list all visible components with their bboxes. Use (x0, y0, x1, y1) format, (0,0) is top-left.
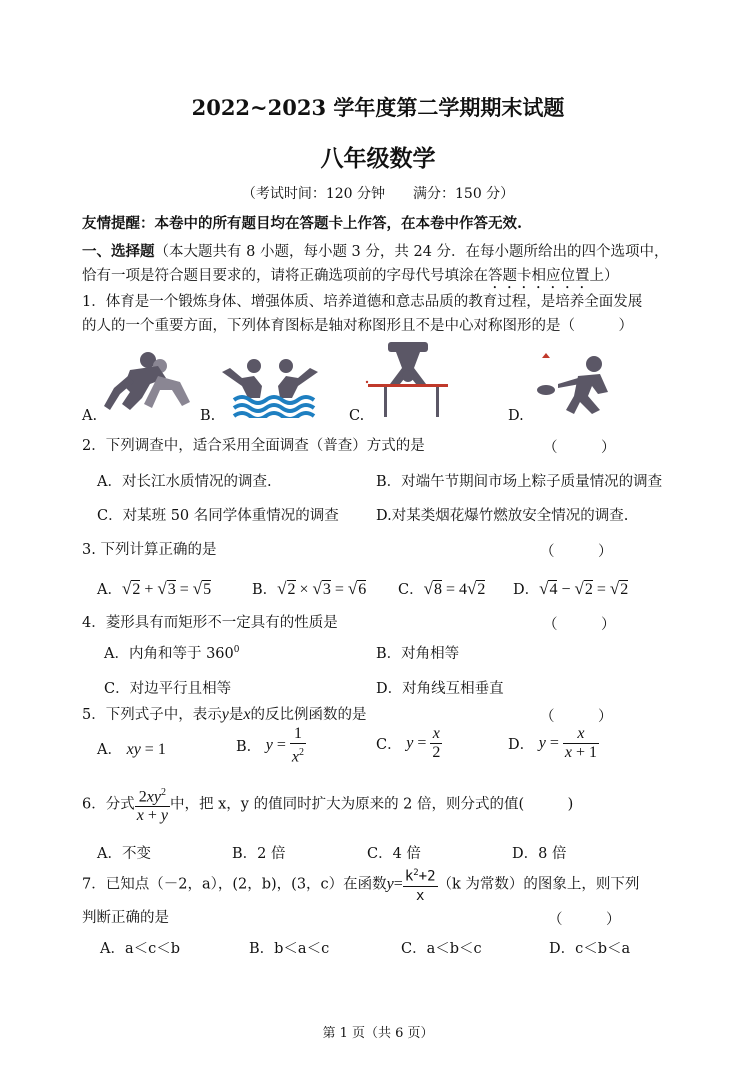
q7-line2: 判断正确的是 (82, 910, 169, 926)
q5-label-b: B． (236, 739, 262, 756)
q6-option-c: C．4 倍 (367, 846, 421, 862)
exam-title: 2022~2023 学年度第二学期期末试题 (191, 95, 565, 120)
q5-label-c: C． (376, 737, 402, 753)
q3-label-b: B． (252, 582, 278, 598)
q5-stem-mid: 是 (228, 707, 244, 723)
q7-stem-post: （k 为常数）的图象上，则下列 (437, 876, 640, 893)
q5-option-c: C． y = $\frac{x}{2}$ (376, 725, 441, 761)
section-heading-line (82, 242, 669, 262)
q2-stem: 2．下列调查中，适合采用全面调查（普查）方式的是 (82, 438, 425, 454)
q1-line1: 1．体育是一个锻炼身体、增强体质、培养道德和意志品质的教育过程，是培养全面发展 (82, 294, 643, 310)
q3-paren: （ ） (540, 544, 613, 560)
q3-option-b: B．√2 × √3 = √6 (252, 579, 367, 598)
q3-label-a: A． (97, 582, 122, 598)
q4-option-a-sup: 0 (233, 645, 240, 656)
q1-label-d: D. (508, 408, 524, 424)
q2-option-b: B．对端午节期间市场上粽子质量情况的调查 (376, 474, 663, 490)
badminton-icon (528, 352, 623, 418)
q3-option-d: D．√4 − √2 = √2 (513, 579, 629, 598)
q6-option-d: D．8 倍 (512, 846, 567, 862)
q6-option-a: A．不变 (97, 846, 151, 862)
q4-option-c: C．对边平行且相等 (104, 681, 232, 697)
q2-option-c: C．对某班 50 名同学体重情况的调查 (97, 508, 339, 524)
q5-stem-pre: 5．下列式子中，表示 (82, 707, 222, 723)
q4-option-a-text: A．内角和等于 360 (104, 646, 234, 662)
q3-option-c: C．√8 = 4√2 (398, 579, 486, 598)
q7-option-c: C．a＜b＜c (401, 941, 482, 957)
q7-stem: 7．已知点（－2，a），(2，b)，(3，c）在函数y= $\frac{k^2+2}{x}$ （k 为常数）的图象上，则下列 (82, 864, 639, 905)
q5-option-b: B． y = $\frac{1}{x^2}$ (236, 725, 305, 766)
q5-stem-post: 的反比例函数的是 (250, 707, 367, 723)
q5-stem-x: x (243, 706, 251, 723)
q5-stem-y: y (221, 706, 229, 723)
reminder: 友情提醒：本卷中的所有题目均在答题卡上作答，在本卷中作答无效. (82, 215, 523, 232)
q6-option-b: B．2 倍 (232, 846, 286, 862)
q2-paren: （ ） (543, 440, 616, 456)
q5-paren: （ ） (540, 709, 613, 725)
section-desc-line2 (82, 266, 619, 292)
q7-option-b: B．b＜a＜c (249, 941, 330, 957)
section-desc-2-pre: 恰有一项是符合题目要求的，请将正确选项前的字母代号填涂在 (82, 268, 488, 284)
q5-stem (82, 705, 366, 725)
q4-option-b: B．对角相等 (376, 646, 460, 662)
q5-label-a: A． (97, 742, 122, 758)
q3-label-d: D． (513, 582, 540, 598)
q3-stem: 3. 下列计算正确的是 (82, 542, 217, 558)
q4-stem: 4．菱形具有而矩形不一定具有的性质是 (82, 615, 338, 631)
exam-info: （考试时间：120 分钟 满分：150 分） (241, 186, 515, 202)
q1-line2: 的人的一个重要方面，下列体育图标是轴对称图形且不是中心对称图形的是（ ） (82, 318, 633, 334)
section-heading: 一、选择题 (82, 243, 155, 260)
q2-option-d: D.对某类烟花爆竹燃放安全情况的调查. (376, 508, 629, 524)
section-desc-2-post: 上） (589, 268, 619, 284)
section-desc-2-dot: 答题卡相应位置 (488, 268, 590, 284)
q6-stem-pre: 6．分式 (82, 796, 135, 813)
q1-label-a: A. (82, 408, 98, 424)
q2-option-a: A．对长江水质情况的调查. (97, 474, 272, 490)
q5-label-d: D． (508, 737, 535, 753)
q7-stem-pre: 7．已知点（－2，a），(2，b)，(3，c）在函数 (82, 876, 387, 893)
page-footer: 第 1 页（共 6 页） (322, 1026, 434, 1041)
q1-label-b: B. (200, 408, 216, 424)
gymnastics-icon (362, 340, 457, 420)
q7-paren: （ ） (548, 912, 621, 928)
wrestling-icon (100, 348, 195, 416)
q6-stem-post: 中，把 x，y 的值同时扩大为原来的 2 倍，则分式的值( ) (169, 796, 574, 813)
section-desc-1: （本大题共有 8 小题，每小题 3 分，共 24 分．在每小题所给出的四个选项中， (154, 244, 669, 260)
q6-stem: 6．分式 $\frac{2xy^2}{x + y}$ 中，把 x，y 的值同时扩大为原来的 2 倍，则分式的值( ) (82, 784, 573, 825)
q1-label-c: C. (349, 408, 365, 424)
q3-label-c: C． (398, 582, 424, 598)
q7-option-d: D．c＜b＜a (549, 941, 631, 957)
q3-option-a: A．√2 + √3 = √5 (97, 579, 212, 598)
q5-option-a: A． xy = 1 (97, 741, 166, 758)
q7-option-a: A．a＜c＜b (100, 941, 181, 957)
water-polo-icon (220, 356, 320, 418)
q4-paren: （ ） (543, 617, 616, 633)
q4-option-a (104, 642, 240, 663)
q5-option-d: D． y = $\frac{x}{x + 1}$ (508, 725, 598, 761)
subject-title: 八年级数学 (320, 145, 436, 172)
q4-option-d: D．对角线互相垂直 (376, 681, 504, 697)
